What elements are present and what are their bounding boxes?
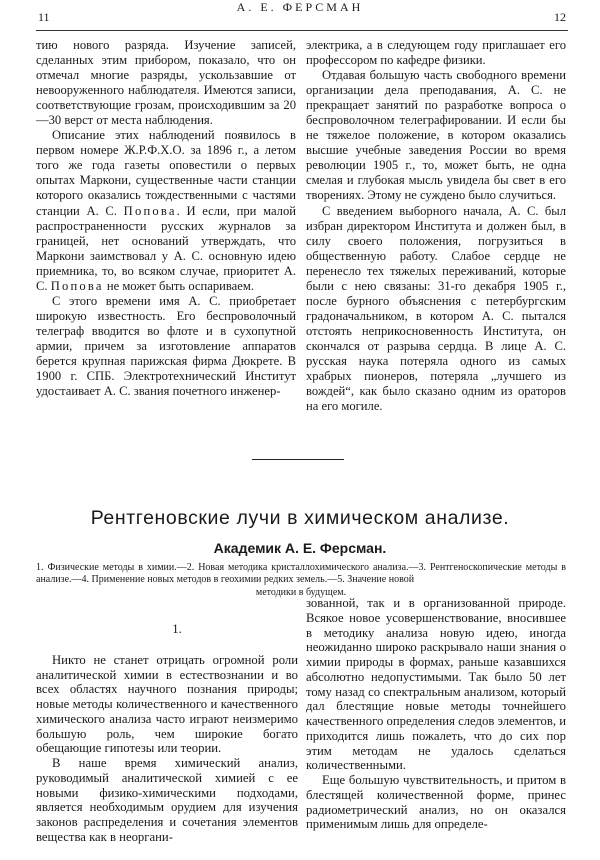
- paragraph-text: не может быть оспариваем.: [103, 278, 254, 293]
- paragraph: С введением выборного начала, А. С. был избран директором Института и должен был, в силу своего положения, погрузиться в общественную работу. Слабое сердце не перенесло тех тяжелых переживаний, которые были с нею связаны: 31-го декабря 1905 г., после бурного объяснения с петербургским градоначальником, в котором А. С. пытался отстоять неприкосновенность Института, он скончался от разрыва сердца. В лице А. С. русская наука потеряла одного из самых храбрых пионеров, потеряла „лучшего из вождей“, как было сказано одним из ораторов на его могиле.: [306, 203, 566, 414]
- paragraph: Отдавая большую часть свободного времени организации дела преподавания, А. С. не прекращает занятий по разработке вопроса о беспроволочном телеграфировании. И если бы не тяжелое положение, в котором оказались высшие учебные заведения России во время революции 1905 г., то, может быть, не одна смелая и глубокая мысль увидела бы свет в его творениях. Этому не суждено было случиться.: [306, 68, 566, 203]
- section-number: 1.: [172, 622, 182, 636]
- paragraph: Никто не станет отрицать огромной роли аналитической химии в естествознании и во всех областях научного познания природы; новые методы количественного и качественного химического анализа часто играют неизмеримо большую роль, чем широкие богато обещающие гипотезы или теории.: [36, 652, 298, 756]
- article-divider: [252, 459, 344, 460]
- running-title: А. Е. ФЕРСМАН: [236, 0, 364, 14]
- paragraph: [36, 128, 296, 294]
- article-abstract: [36, 562, 566, 599]
- paragraph: В наше время химический анализ, руководимый аналитической химией с ее новыми физико-химическими подходами, является необходимым орудием для изучения законов распределения и сочетания элементов вещества как в неоргани-: [36, 756, 298, 844]
- article-title: Рентгеновские лучи в химическом анализе.: [90, 507, 510, 529]
- article1-column-left: [36, 38, 296, 399]
- article2-column-right: [306, 596, 566, 832]
- paragraph: электрика, а в следующем году приглашает его профессором по кафедре физики.: [306, 38, 566, 68]
- spaced-name: Попова: [50, 278, 104, 293]
- paragraph: С этого времени имя А. С. приобретает широкую известность. Его беспроволочный телеграф вводится во флоте и в сухопутной армии, причем за изготовление аппаратов берется крупная парижская фирма Дюкрете. В 1900 г. СПБ. Электротехнический Институт удостаивает А. С. звания почетного инженер-: [36, 293, 296, 399]
- spaced-name: Попова: [123, 203, 177, 218]
- paragraph: Еще большую чувствительность, и притом в блестящей количественной форме, принес радиометрический анализ, но он оказался применимым лишь для определе-: [306, 773, 566, 832]
- paragraph-text: Описание этих наблюдений появилось в первом номере Ж.Р.Ф.Х.О. за 1896 г., а летом того же года газеты оповестили о первых опытах Маркони, существенные части станции которого оказались тождественными с частями станции А. С.: [36, 128, 296, 218]
- page-number-left: 11: [38, 10, 50, 24]
- paragraph: зованной, так и в организованной природе. Всякое новое усовершенствование, вносившее в методику анализа новую идею, иногда неожиданно широко раскрывало наши знания о химии природы в формах, раньше казавшихся абсолютно недопустимыми. Так было 50 лет тому назад со спектральным анализом, который дал блестящие новые методы точнейшего качественного определения следов элементов, и приходится лишь пожалеть, что до сих пор этим методам не удалось сделаться количественными.: [306, 596, 566, 773]
- article1-column-right: [306, 38, 566, 414]
- article2-column-left: [36, 622, 298, 845]
- header-rule: [36, 30, 568, 31]
- page-number-right: 12: [554, 10, 566, 24]
- abstract-text-last: методики в будущем.: [255, 586, 347, 598]
- article-author: Академик А. Е. Ферсман.: [213, 540, 387, 556]
- abstract-text: 1. Физические методы в химии.—2. Новая методика кристаллохимического анализа.—3. Рентгеноскопические методы в анализе.—4. Применение новых методов в геохимии редких земель.—5. Значение новой: [36, 562, 566, 586]
- paragraph-text: . И если, при малой распространенности русских журналов за границей, нет оснований утверждать, что Маркони заимствовал у А. С. основную идею приемника, то, во всяком случае, приоритет А. С.: [36, 203, 296, 293]
- paragraph: тию нового разряда. Изучение записей, сделанных этим прибором, показало, что он отмечал многие разряды, ускользавшие от невооруженного наблюдателя. Имеются записи, соответствующие грозам, происходившим за 20—30 верст от места наблюдения.: [36, 38, 296, 128]
